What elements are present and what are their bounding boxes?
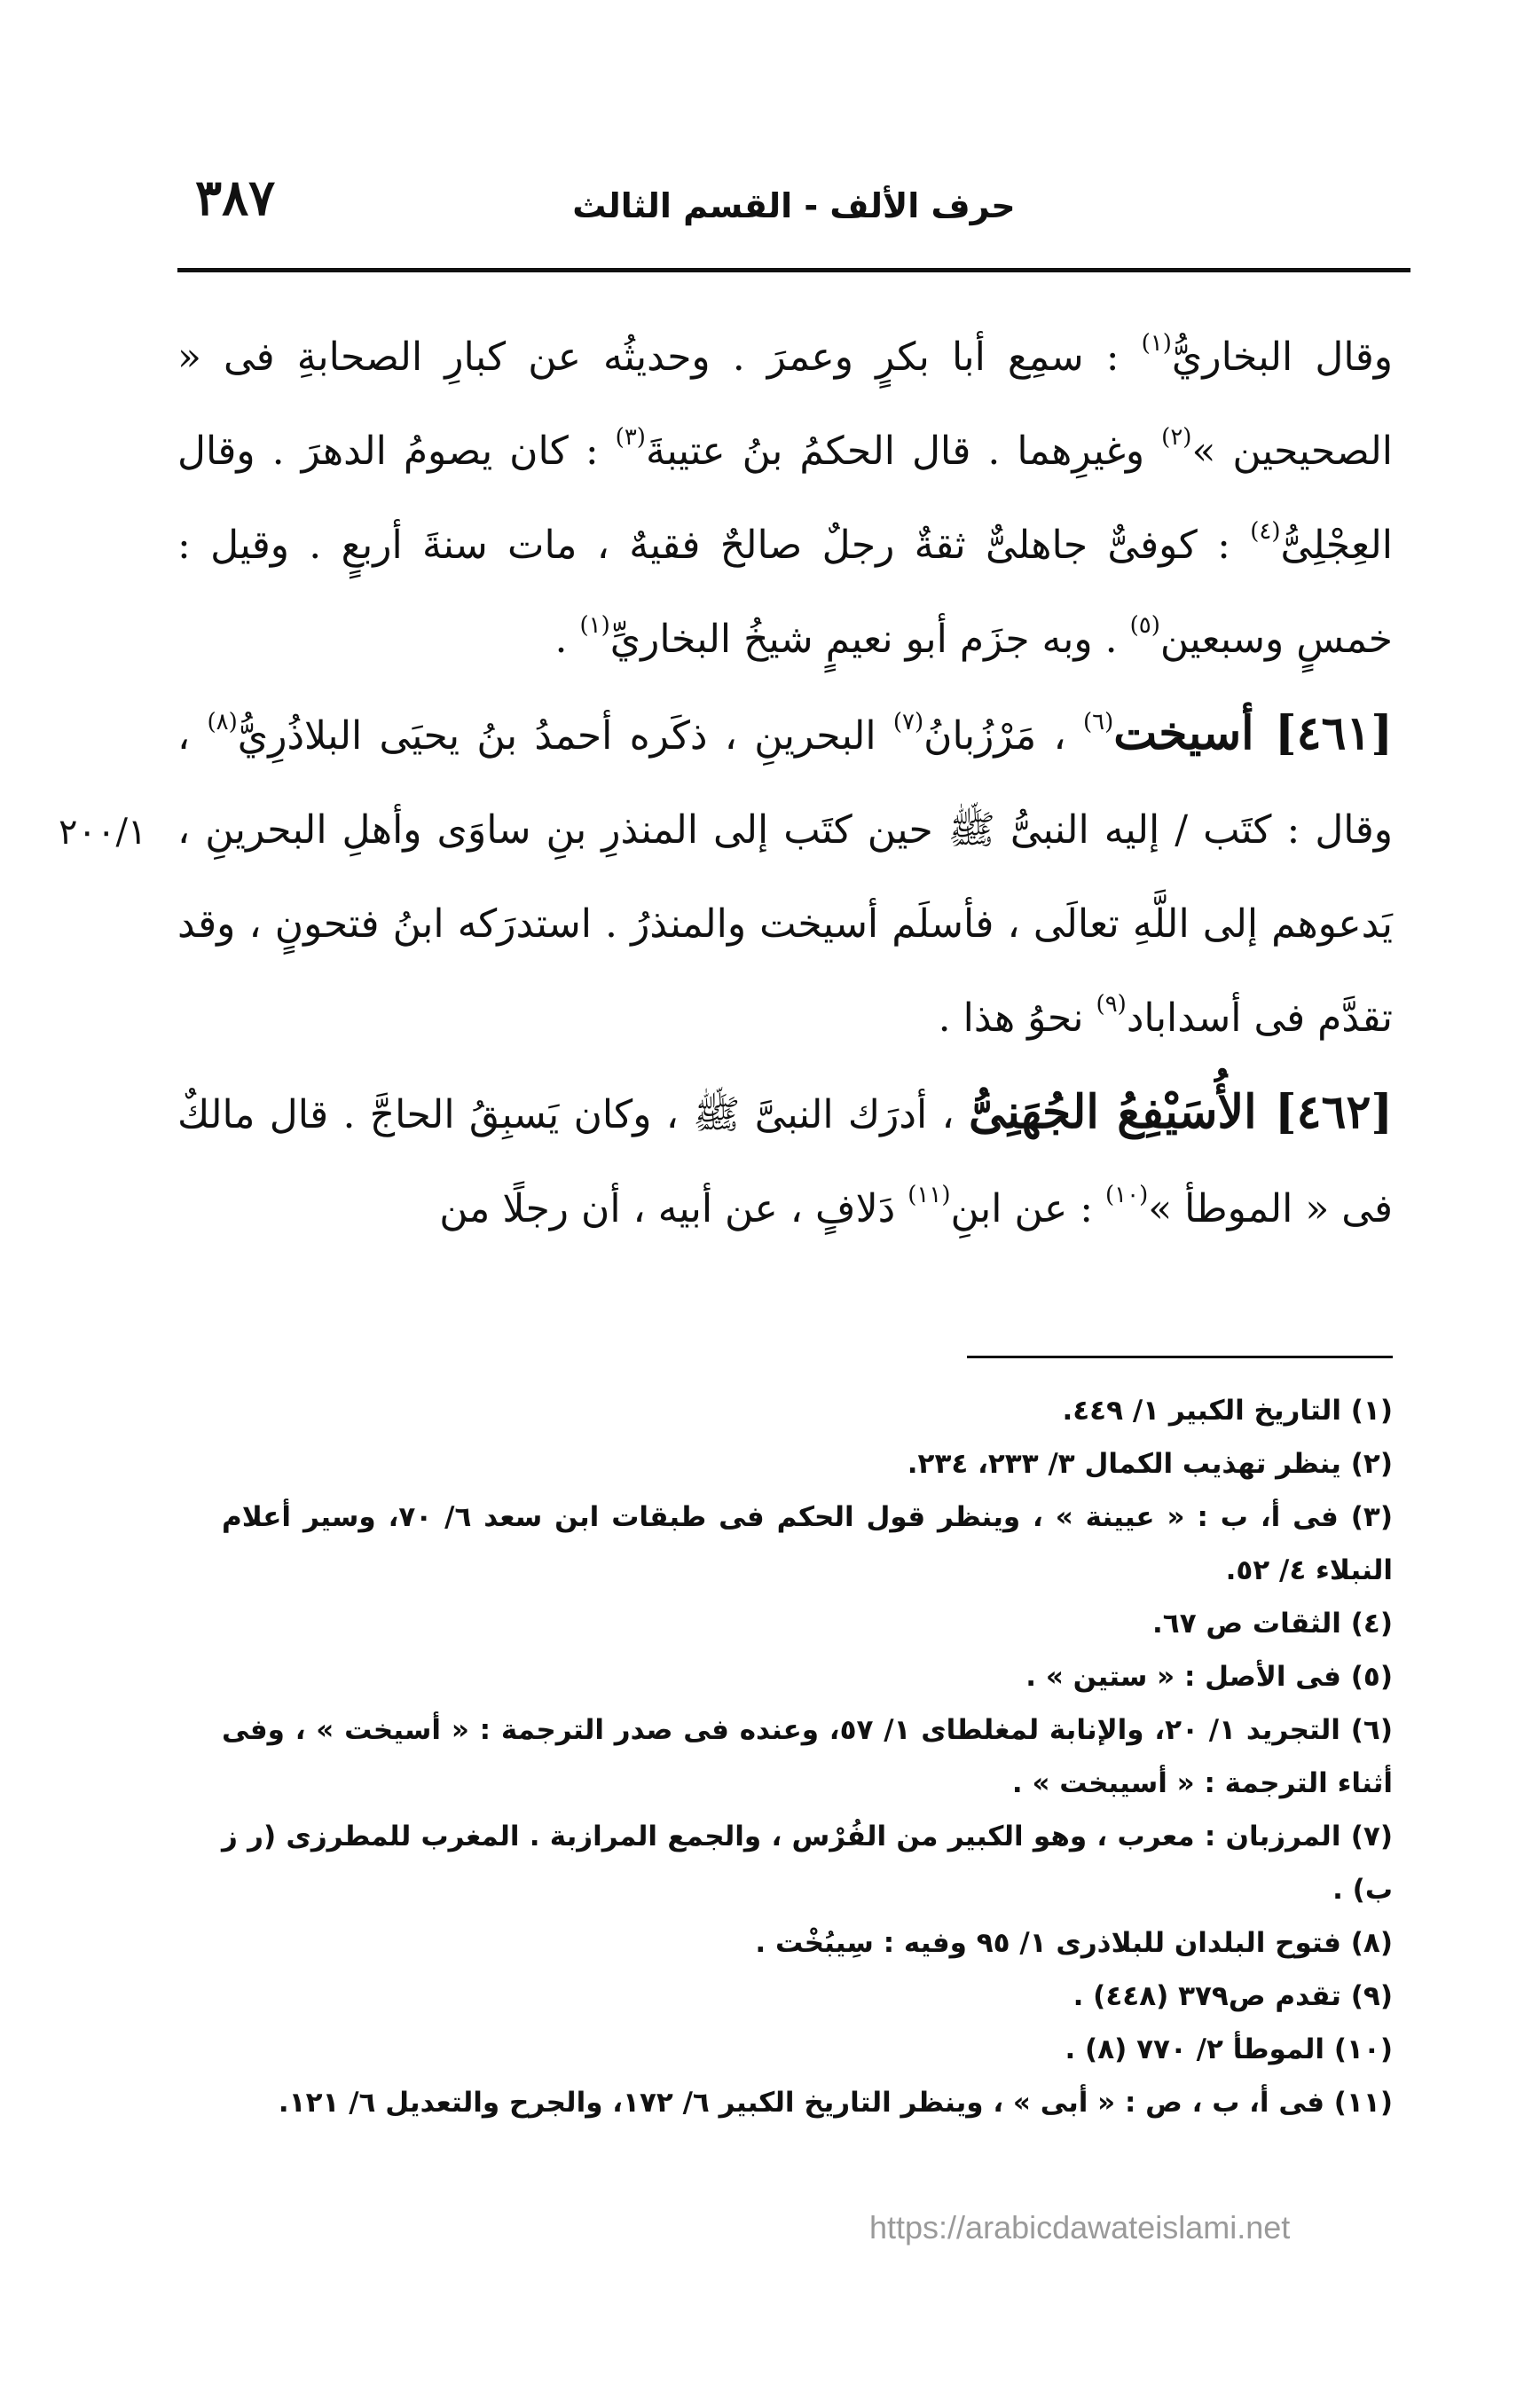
- footnote-ref[interactable]: (٧): [892, 709, 924, 735]
- footnote-ref[interactable]: (٦): [1082, 709, 1114, 735]
- main-text: [177, 311, 1393, 1256]
- footnote-ref[interactable]: (١١): [908, 1182, 951, 1208]
- page-number: ٣٨٧: [195, 169, 276, 227]
- footnote-ref[interactable]: (١٠): [1105, 1182, 1149, 1208]
- footnotes-list: [222, 1384, 1393, 2129]
- footnote-ref[interactable]: (١): [1141, 330, 1172, 357]
- footnote-3: (٣) فى أ، ب : « عيينة » ، وينظر قول الحكم فى طبقات ابن سعد ٦/ ٧٠، وسير أعلام النبلاء ٤/ ٥٢.: [222, 1501, 1393, 1586]
- footnote-4: (٤) الثقات ص ٦٧.: [1152, 1608, 1393, 1640]
- paragraph-1: وقال البخاريُّ$^{(١)}$ : سمِع أبا بكرٍ وعمرَ . وحديثُه عن كبارِ الصحابةِ فى « الصحيحين »$^{(٢)}$ وغيرِهما . قال الحكمُ بنُ عتيبةَ$^{(٣)}$ : كان يصومُ الدهرَ . وقال العِجْلِىُّ$^{(٤)}$ : كوفىٌّ جاهلىٌّ ثقةٌ رجلٌ صالحٌ فقيهٌ ، مات سنةَ أربعٍ . وقيل : خمسٍ وسبعين$^{(٥)}$ . وبه جزَم أبو نعيمٍ شيخُ البخاريِّ$^{(١)}$ .: [177, 330, 1394, 662]
- footnote-2: (٢) ينظر تهذيب الكمال ٣/ ٢٣٣، ٢٣٤.: [907, 1448, 1393, 1480]
- footnote-9: (٩) تقدم ص٣٧٩ (٤٤٨) .: [1072, 1980, 1393, 2012]
- footnote-ref[interactable]: (٥): [1129, 612, 1160, 639]
- footnote-ref[interactable]: (١): [579, 612, 610, 639]
- entry-name: الأُسَيْفِعُ الجُهَنِىُّ: [968, 1085, 1275, 1139]
- footnote-7: (٧) المرزبان : معرب ، وهو الكبير من الفُرْس ، والجمع المرازبة . المغرب للمطرزى (ر ز ب) .: [222, 1821, 1393, 1906]
- footnote-ref[interactable]: (٢): [1161, 424, 1192, 451]
- chapter-title: حرف الألف - القسم الثالث: [572, 186, 1016, 225]
- watermark-url: https://arabicdawateislami.net: [869, 2209, 1291, 2246]
- footnote-ref[interactable]: (٤): [1250, 518, 1281, 545]
- footnote-11: (١١) فى أ، ب ، ص : « أبى » ، وينظر التاريخ الكبير ٦/ ١٧٢، والجرح والتعديل ٦/ ١٢١.: [278, 2087, 1393, 2119]
- footnote-6: (٦) التجريد ١/ ٢٠، والإنابة لمغلطاى ١/ ٥٧، وعنده فى صدر الترجمة : « أسيخت » ، وفى أثناء الترجمة : « أسيبخت » .: [222, 1714, 1393, 1799]
- header-divider: [177, 268, 1410, 272]
- footnote-ref[interactable]: (٣): [615, 424, 646, 451]
- running-header: [177, 169, 1410, 248]
- entry-number: [٤٦١]: [1274, 706, 1393, 760]
- footnote-ref[interactable]: (٩): [1096, 991, 1127, 1018]
- entry-461: [٤٦١] أسيخت$^{(٦)}$ ، مَرْزُبانُ$^{(٧)}$ البحرينِ ، ذكَره أحمدُ بنُ يحيَى البلاذُرِيُّ$^{(٨)}$ ، وقال : كتَب / إليه النبىُّ ﷺ حين كتَب إلى المنذرِ بنِ ساوَى وأهلِ البحرينِ ، يَدعوهم إلى اللَّهِ تعالَى ، فأسلَم أسيخت والمنذرُ . استدرَكه ابنُ فتحونٍ ، وقد تقدَّم فى أسداباد$^{(٩)}$ نحوُ هذا .: [177, 706, 1393, 1041]
- footnote-1: (١) التاريخ الكبير ١/ ٤٤٩.: [1062, 1395, 1393, 1427]
- footnote-10: (١٠) الموطأ ٢/ ٧٧٠ (٨) .: [1065, 2033, 1393, 2065]
- footnote-divider: [967, 1356, 1393, 1358]
- entry-name: أسيخت: [1113, 706, 1275, 760]
- entry-462: [٤٦٢] الأُسَيْفِعُ الجُهَنِىُّ ، أدرَك النبىَّ ﷺ ، وكان يَسبِقُ الحاجَّ . قال مالكٌ فى « الموطأ »$^{(١٠)}$ : عن ابنِ$^{(١١)}$ دَلافٍ ، عن أبيه ، أن رجلًا من: [177, 1085, 1393, 1231]
- footnote-5: (٥) فى الأصل : « ستين » .: [1025, 1661, 1393, 1693]
- margin-reference: ٢٠٠/١: [59, 812, 147, 853]
- footnote-8: (٨) فتوح البلدان للبلاذرى ١/ ٩٥ وفيه : سِيبُخْت .: [755, 1927, 1393, 1959]
- footnote-ref[interactable]: (٨): [207, 709, 238, 735]
- entry-number: [٤٦٢]: [1274, 1085, 1393, 1139]
